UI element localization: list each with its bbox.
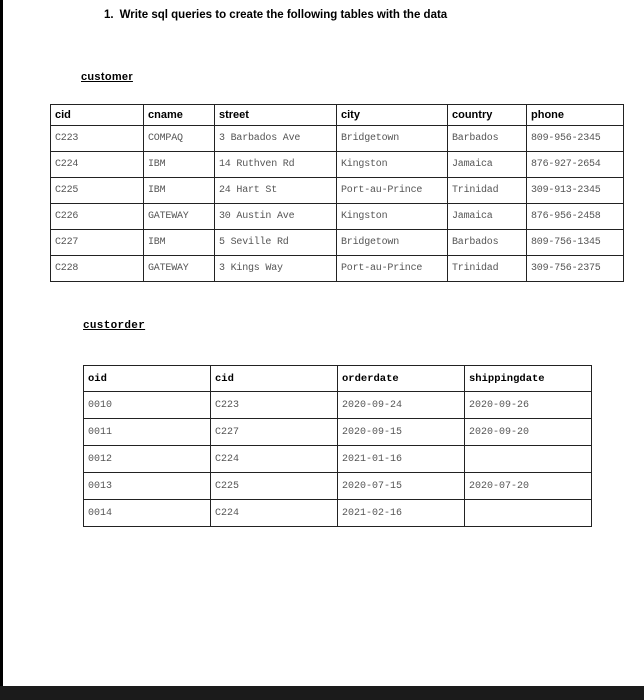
table-cell: Port-au-Prince bbox=[337, 178, 448, 204]
column-header: city bbox=[337, 105, 448, 126]
table-row bbox=[84, 500, 592, 527]
column-header: shippingdate bbox=[465, 366, 592, 392]
table-row bbox=[51, 230, 624, 256]
table-cell: 0014 bbox=[84, 500, 211, 527]
table-cell: IBM bbox=[144, 178, 215, 204]
table-cell: Kingston bbox=[337, 152, 448, 178]
table-row bbox=[84, 419, 592, 446]
table-cell: Port-au-Prince bbox=[337, 256, 448, 282]
custorder-table bbox=[83, 365, 592, 527]
column-header: cid bbox=[211, 366, 338, 392]
customer-table-title: customer bbox=[81, 71, 133, 83]
table-cell: IBM bbox=[144, 152, 215, 178]
table-header-row bbox=[51, 105, 624, 126]
table-cell: 2020-09-26 bbox=[465, 392, 592, 419]
left-border bbox=[0, 0, 3, 700]
table-cell: C225 bbox=[211, 473, 338, 500]
table-cell: C224 bbox=[211, 500, 338, 527]
table-cell: 5 Seville Rd bbox=[215, 230, 337, 256]
table-cell: C225 bbox=[51, 178, 144, 204]
table-cell: C228 bbox=[51, 256, 144, 282]
table-row bbox=[51, 126, 624, 152]
table-cell: C226 bbox=[51, 204, 144, 230]
table-cell: GATEWAY bbox=[144, 204, 215, 230]
table-cell: Bridgetown bbox=[337, 126, 448, 152]
question-number: 1. bbox=[104, 9, 114, 21]
table-cell: 2020-09-24 bbox=[338, 392, 465, 419]
table-cell: Barbados bbox=[448, 126, 527, 152]
table-cell: 2021-01-16 bbox=[338, 446, 465, 473]
table-cell: Kingston bbox=[337, 204, 448, 230]
table-row bbox=[51, 256, 624, 282]
table-cell: Bridgetown bbox=[337, 230, 448, 256]
table-cell: 3 Barbados Ave bbox=[215, 126, 337, 152]
custorder-table-title: custorder bbox=[83, 320, 146, 332]
table-cell: 809-956-2345 bbox=[527, 126, 624, 152]
table-cell: C227 bbox=[51, 230, 144, 256]
table-row bbox=[84, 392, 592, 419]
column-header: phone bbox=[527, 105, 624, 126]
table-cell: 0012 bbox=[84, 446, 211, 473]
table-cell: 24 Hart St bbox=[215, 178, 337, 204]
column-header: cid bbox=[51, 105, 144, 126]
table-row bbox=[84, 473, 592, 500]
table-cell: 876-927-2654 bbox=[527, 152, 624, 178]
bottom-border bbox=[0, 686, 644, 700]
table-cell: 0011 bbox=[84, 419, 211, 446]
column-header: orderdate bbox=[338, 366, 465, 392]
column-header: oid bbox=[84, 366, 211, 392]
table-cell: C224 bbox=[51, 152, 144, 178]
table-cell: 2020-07-15 bbox=[338, 473, 465, 500]
table-cell: 30 Austin Ave bbox=[215, 204, 337, 230]
table-cell: COMPAQ bbox=[144, 126, 215, 152]
table-cell: 14 Ruthven Rd bbox=[215, 152, 337, 178]
column-header: cname bbox=[144, 105, 215, 126]
table-cell: C224 bbox=[211, 446, 338, 473]
table-cell: 876-956-2458 bbox=[527, 204, 624, 230]
table-cell: 3 Kings Way bbox=[215, 256, 337, 282]
table-row bbox=[84, 446, 592, 473]
table-cell: 2021-02-16 bbox=[338, 500, 465, 527]
table-cell: 2020-09-20 bbox=[465, 419, 592, 446]
table-cell bbox=[465, 446, 592, 473]
question-heading bbox=[104, 9, 447, 21]
table-cell: Trinidad bbox=[448, 178, 527, 204]
table-cell: C223 bbox=[211, 392, 338, 419]
table-cell: Jamaica bbox=[448, 204, 527, 230]
table-cell: 309-756-2375 bbox=[527, 256, 624, 282]
customer-table bbox=[50, 104, 624, 282]
table-cell: 2020-09-15 bbox=[338, 419, 465, 446]
table-cell: C223 bbox=[51, 126, 144, 152]
table-cell: 2020-07-20 bbox=[465, 473, 592, 500]
table-cell: C227 bbox=[211, 419, 338, 446]
column-header: country bbox=[448, 105, 527, 126]
column-header: street bbox=[215, 105, 337, 126]
table-cell: 0013 bbox=[84, 473, 211, 500]
table-cell: Trinidad bbox=[448, 256, 527, 282]
table-row bbox=[51, 152, 624, 178]
table-row bbox=[51, 204, 624, 230]
table-cell: 0010 bbox=[84, 392, 211, 419]
question-text: Write sql queries to create the following tables with the data bbox=[119, 9, 448, 21]
table-row bbox=[51, 178, 624, 204]
table-cell: GATEWAY bbox=[144, 256, 215, 282]
table-header-row bbox=[84, 366, 592, 392]
table-cell: Barbados bbox=[448, 230, 527, 256]
table-cell: IBM bbox=[144, 230, 215, 256]
table-cell: 809-756-1345 bbox=[527, 230, 624, 256]
table-cell bbox=[465, 500, 592, 527]
table-cell: 309-913-2345 bbox=[527, 178, 624, 204]
table-cell: Jamaica bbox=[448, 152, 527, 178]
